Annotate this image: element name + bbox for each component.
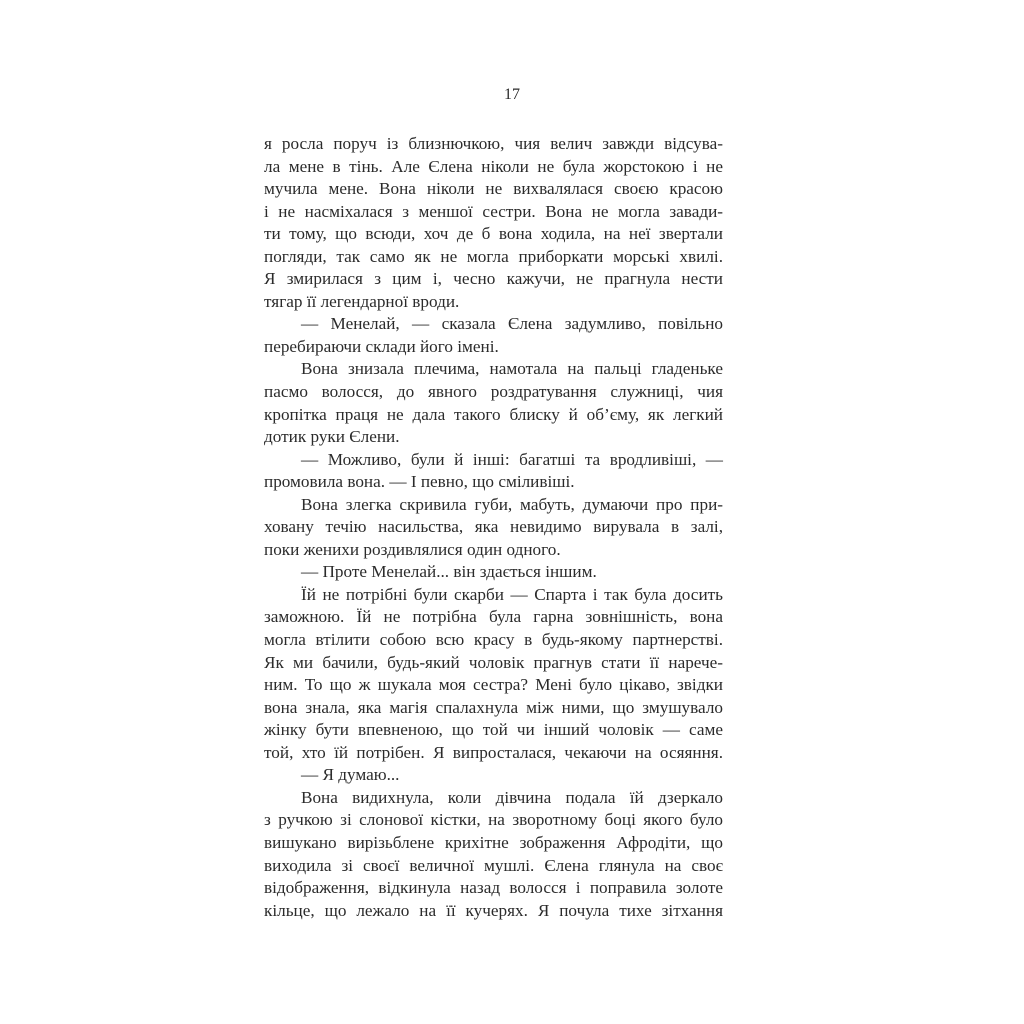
text-line: — Можливо, були й інші: багатші та вродливіші, — (301, 449, 723, 469)
text-line: могла втілити собою всю красу в будь-якому партнерстві. (264, 630, 723, 650)
text-line: кільце, що лежало на її кучерях. Я почула тихе зітхання (264, 900, 723, 920)
text-line: ховану течію насильства, яка невидимо вирувала в залі, (264, 517, 723, 537)
text-line: дотик руки Єлени. (264, 427, 400, 447)
text-line: відображення, відкинула назад волосся і поправила золоте (264, 878, 723, 898)
text-line: з ручкою зі слонової кістки, на зворотному боці якого було (264, 810, 723, 830)
page-number: 17 (504, 86, 520, 103)
text-line: Вона злегка скривила губи, мабуть, думаючи про при- (301, 494, 723, 514)
text-line: промовила вона. — І певно, що сміливіші. (264, 472, 575, 492)
text-line: Їй не потрібні були скарби — Спарта і так була досить (301, 584, 723, 604)
text-line: жінку бути впевненою, що той чи інший чоловік — саме (264, 720, 723, 740)
text-line: Вона видихнула, коли дівчина подала їй дзеркало (301, 787, 723, 807)
text-line: той, хто їй потрібен. Я випросталася, чекаючи на осяяння. (264, 742, 723, 762)
text-line: Як ми бачили, будь-який чоловік прагнув стати її нарече- (264, 652, 723, 672)
body-text (264, 133, 723, 922)
text-line: пасмо волосся, до явного роздратування служниці, чия (264, 382, 723, 402)
text-line: перебираючи склади його імені. (264, 336, 499, 356)
text-line: ла мене в тінь. Але Єлена ніколи не була жорстокою і не (264, 156, 723, 176)
text-line: Вона знизала плечима, намотала на пальці гладеньке (301, 359, 723, 379)
text-line: виходила зі своєї величної мушлі. Єлена глянула на своє (264, 855, 723, 875)
text-line: вишукано вирізьблене крихітне зображення Афродіти, що (264, 832, 723, 852)
text-line: ти тому, що всюди, хоч де б вона ходила, на неї звертали (264, 224, 723, 244)
text-line: ним. То що ж шукала моя сестра? Мені було цікаво, звідки (264, 675, 723, 695)
text-line: — Я думаю... (301, 765, 400, 785)
text-line: Я змирилася з цим і, чесно кажучи, не прагнула нести (264, 269, 723, 289)
text-line: вона знала, яка магія спалахнула між ними, що змушувало (264, 697, 723, 717)
text-line: погляди, так само як не могла приборкати морські хвилі. (264, 246, 723, 266)
text-line: я росла поруч із близнючкою, чия велич завжди відсува- (264, 134, 723, 153)
text-line: і не насміхалася з меншої сестри. Вона не могла завади- (264, 201, 723, 221)
text-line: — Менелай, — сказала Єлена задумливо, повільно (301, 314, 723, 334)
text-line: — Проте Менелай... він здається іншим. (301, 562, 597, 582)
text-line: кропітка праця не дала такого блиску й об’єму, як легкий (264, 404, 723, 424)
text-line: мучила мене. Вона ніколи не вихвалялася своєю красою (264, 179, 723, 199)
text-line: поки женихи роздивлялися один одного. (264, 539, 561, 559)
text-line: тягар її легендарної вроди. (264, 291, 460, 311)
text-line: заможною. Їй не потрібна була гарна зовнішність, вона (264, 607, 723, 627)
